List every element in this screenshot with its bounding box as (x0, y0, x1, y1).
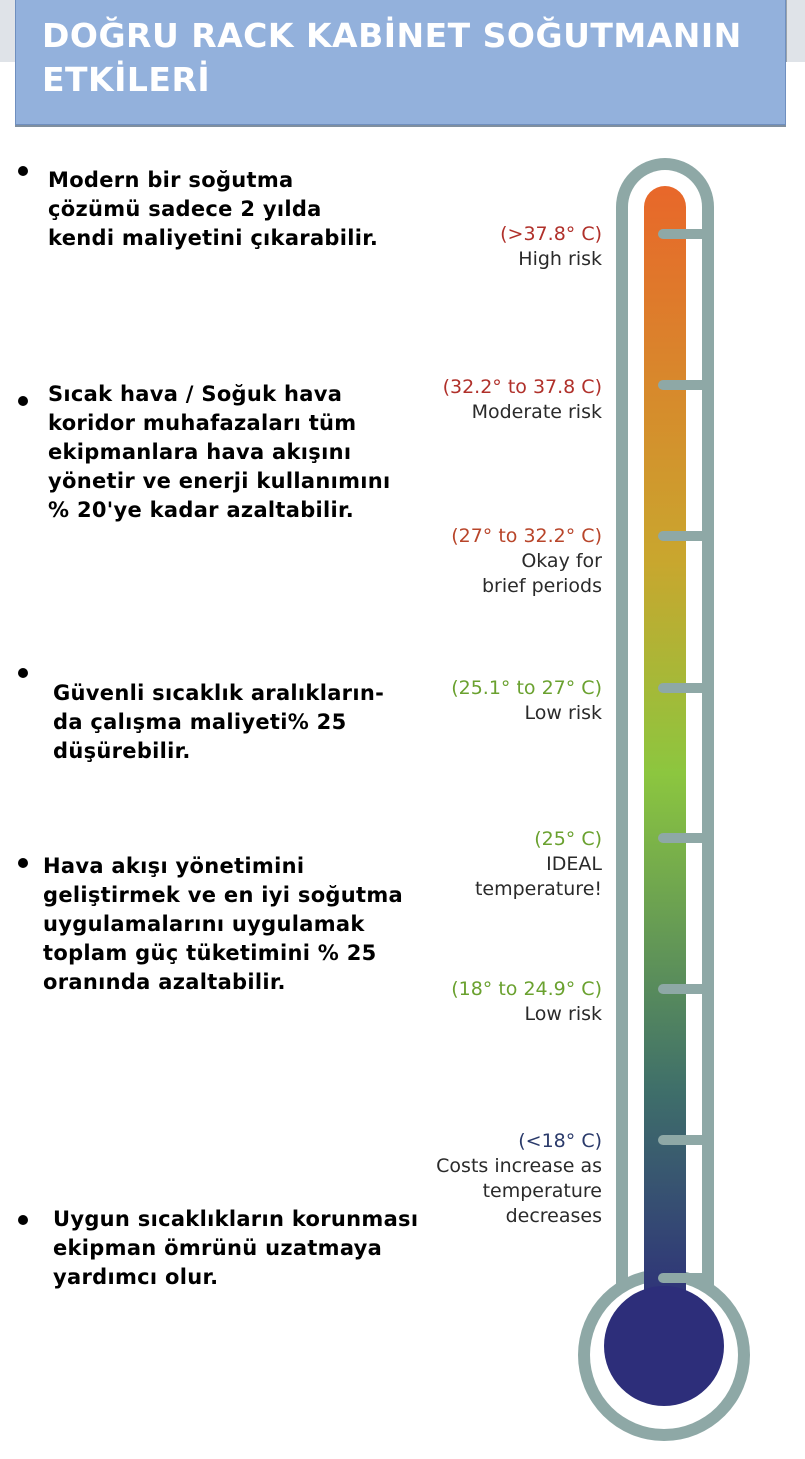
level-range: (25.1° to 27° C) (451, 677, 602, 699)
level-desc: High risk (518, 248, 602, 270)
level-range: (<18° C) (518, 1130, 602, 1152)
bullet-item: Hava akışı yönetimini geliştirmek ve en iyi soğutma uygulamalarını uygulamak toplam güç tüketimini % 25 oranında azaltabilir. (43, 854, 404, 994)
level-label (500, 222, 602, 272)
thermometer-tick (658, 1273, 714, 1283)
level-desc: Costs increase as temperature decreases (436, 1155, 602, 1227)
level-desc: Low risk (524, 1003, 602, 1025)
mercury-column (644, 186, 686, 1316)
thermometer-tick (658, 984, 714, 994)
level-label (436, 1129, 602, 1229)
level-label (451, 676, 602, 726)
page-title: DOĞRU RACK KABİNET SOĞUTMANIN ETKİLERİ (42, 16, 742, 99)
bullet-item: Uygun sıcaklıkların korunması ekipman ömrünü uzatmaya yardımcı olur. (53, 1207, 419, 1289)
thermometer-tick (658, 683, 714, 693)
thermometer-tick (658, 531, 714, 541)
thermometer-tick (658, 833, 714, 843)
thermometer-tick (658, 1135, 714, 1145)
bullet-item: Modern bir soğutma çözümü sadece 2 yılda kendi maliyetini çıkarabilir. (48, 168, 379, 250)
thermometer-tick (658, 380, 714, 390)
mercury-bulb (604, 1286, 724, 1406)
level-desc: Moderate risk (471, 401, 602, 423)
level-desc: Okay for brief periods (482, 550, 602, 597)
level-range: (32.2° to 37.8 C) (442, 376, 602, 398)
bullet-item: Güvenli sıcaklık aralıkların- da çalışma maliyeti% 25 düşürebilir. (53, 681, 385, 763)
level-label (475, 827, 602, 902)
level-range: (18° to 24.9° C) (451, 978, 602, 1000)
level-range: (>37.8° C) (500, 223, 602, 245)
level-label (451, 977, 602, 1027)
level-desc: Low risk (524, 702, 602, 724)
level-range: (27° to 32.2° C) (451, 525, 602, 547)
thermometer-tick (658, 229, 714, 239)
level-label (451, 524, 602, 599)
level-label (443, 375, 602, 425)
bullet-item: Sıcak hava / Soğuk hava koridor muhafazaları tüm ekipmanlara hava akışını yönetir ve enerji kullanımını % 20'ye kadar azaltabilir. (48, 382, 391, 522)
level-range: (25° C) (534, 828, 602, 850)
level-desc: IDEAL temperature! (474, 853, 602, 900)
